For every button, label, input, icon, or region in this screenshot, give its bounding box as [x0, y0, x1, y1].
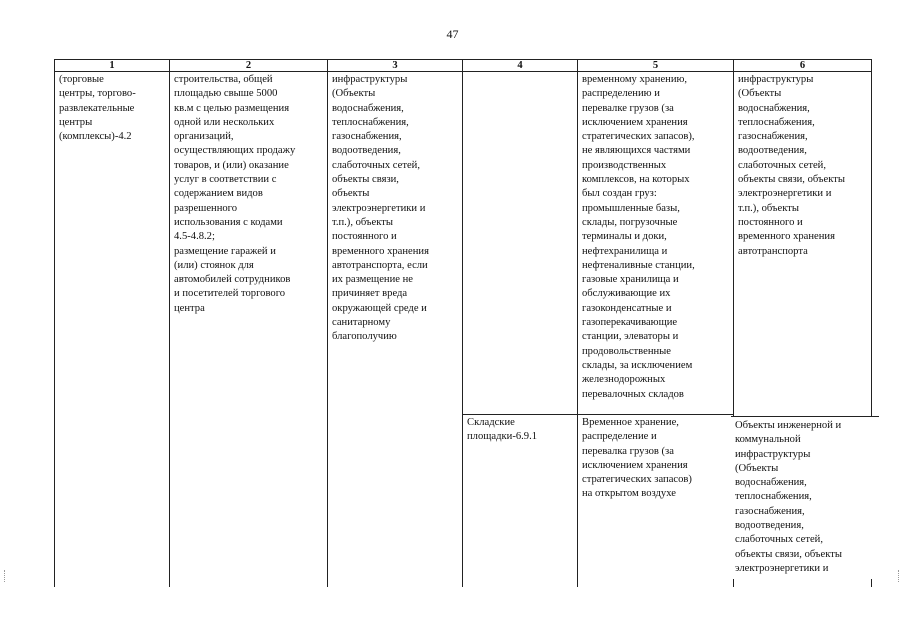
column-header-2: 2: [170, 60, 328, 72]
storage-sites-text: Складские площадки-6.9.1: [467, 417, 538, 443]
column-header-1: 1: [55, 60, 170, 72]
page-number: 47: [446, 27, 459, 41]
cell-storage-description: [578, 415, 734, 587]
column-header-5: 5: [578, 60, 734, 72]
edge-mark-right: [898, 570, 902, 582]
column-header-4: 4: [463, 60, 578, 72]
column-header-3: 3: [328, 60, 463, 72]
cell-storage-sites: [463, 415, 578, 587]
cell-use-description: [170, 72, 328, 587]
storage-description-text: Временное хранение, распределение и перевалка грузов (за исключением хранения стратегических запасов) на открытом воздухе: [582, 417, 692, 500]
table-row: [55, 72, 872, 415]
lower-auxiliary-text: Объекты инженерной и коммунальной инфраструктуры (Объекты водоснабжения, теплоснабжения, газоснабжения, водоотведения, слаботочных сетей, объекты связи, объекты электроэнергетики и: [731, 416, 879, 579]
use-description-text: строительства, общей площадью свыше 5000 кв.м с целью размещения одной или нескольких организаций, осуществляющих продажу товаров, и (или) оказание услуг в соответствии с содержанием видов разрешенного использования с кодами 4.5-4.8.2; размещение гаражей и (или) стоянок для автомобилей сотрудников и посетителей торгового центра: [174, 74, 296, 314]
cell-permitted-use: [55, 72, 170, 587]
conditional-description-text: временному хранению, распределению и перевалке грузов (за исключением хранения стратегических запасов), не являющихся частями производственных комплексов, на которых был создан груз: промышленные базы, склады, погрузочные терминалы и доки, нефтехранилища и нефтеналивные станции, газовые хранилища и обслуживающие их газоконденсатные и газоперекачивающие станции, элеваторы и продовольственные склады, за исключением железнодорожных перевалочных складов: [582, 74, 695, 400]
cell-conditional-description: [578, 72, 734, 415]
auxiliary-objects-text: инфраструктуры (Объекты водоснабжения, теплоснабжения, газоснабжения, водоотведения, слаботочных сетей, объекты связи, объекты электроэнергетики и т.п.), объекты постоянного и временного хранения автотранспорта, если их размещение не причиняет вреда окружающей среде и санитарному благополучию: [332, 74, 429, 343]
conditional-auxiliary-upper-text: инфраструктуры (Объекты водоснабжения, теплоснабжения, газоснабжения, водоотведения, слаботочных сетей, объекты связи, объекты электроэнергетики и т.п.), объекты постоянного и временного хранения автотранспорта: [738, 74, 845, 257]
permitted-use-text: (торговые центры, торгово- развлекательные центры (комплексы)-4.2: [59, 74, 136, 143]
edge-mark-left: [4, 570, 8, 582]
table-header-row: [55, 60, 872, 72]
cell-auxiliary-objects: [328, 72, 463, 587]
cell-conditional-use: [463, 72, 578, 415]
column-header-6: 6: [734, 60, 872, 72]
